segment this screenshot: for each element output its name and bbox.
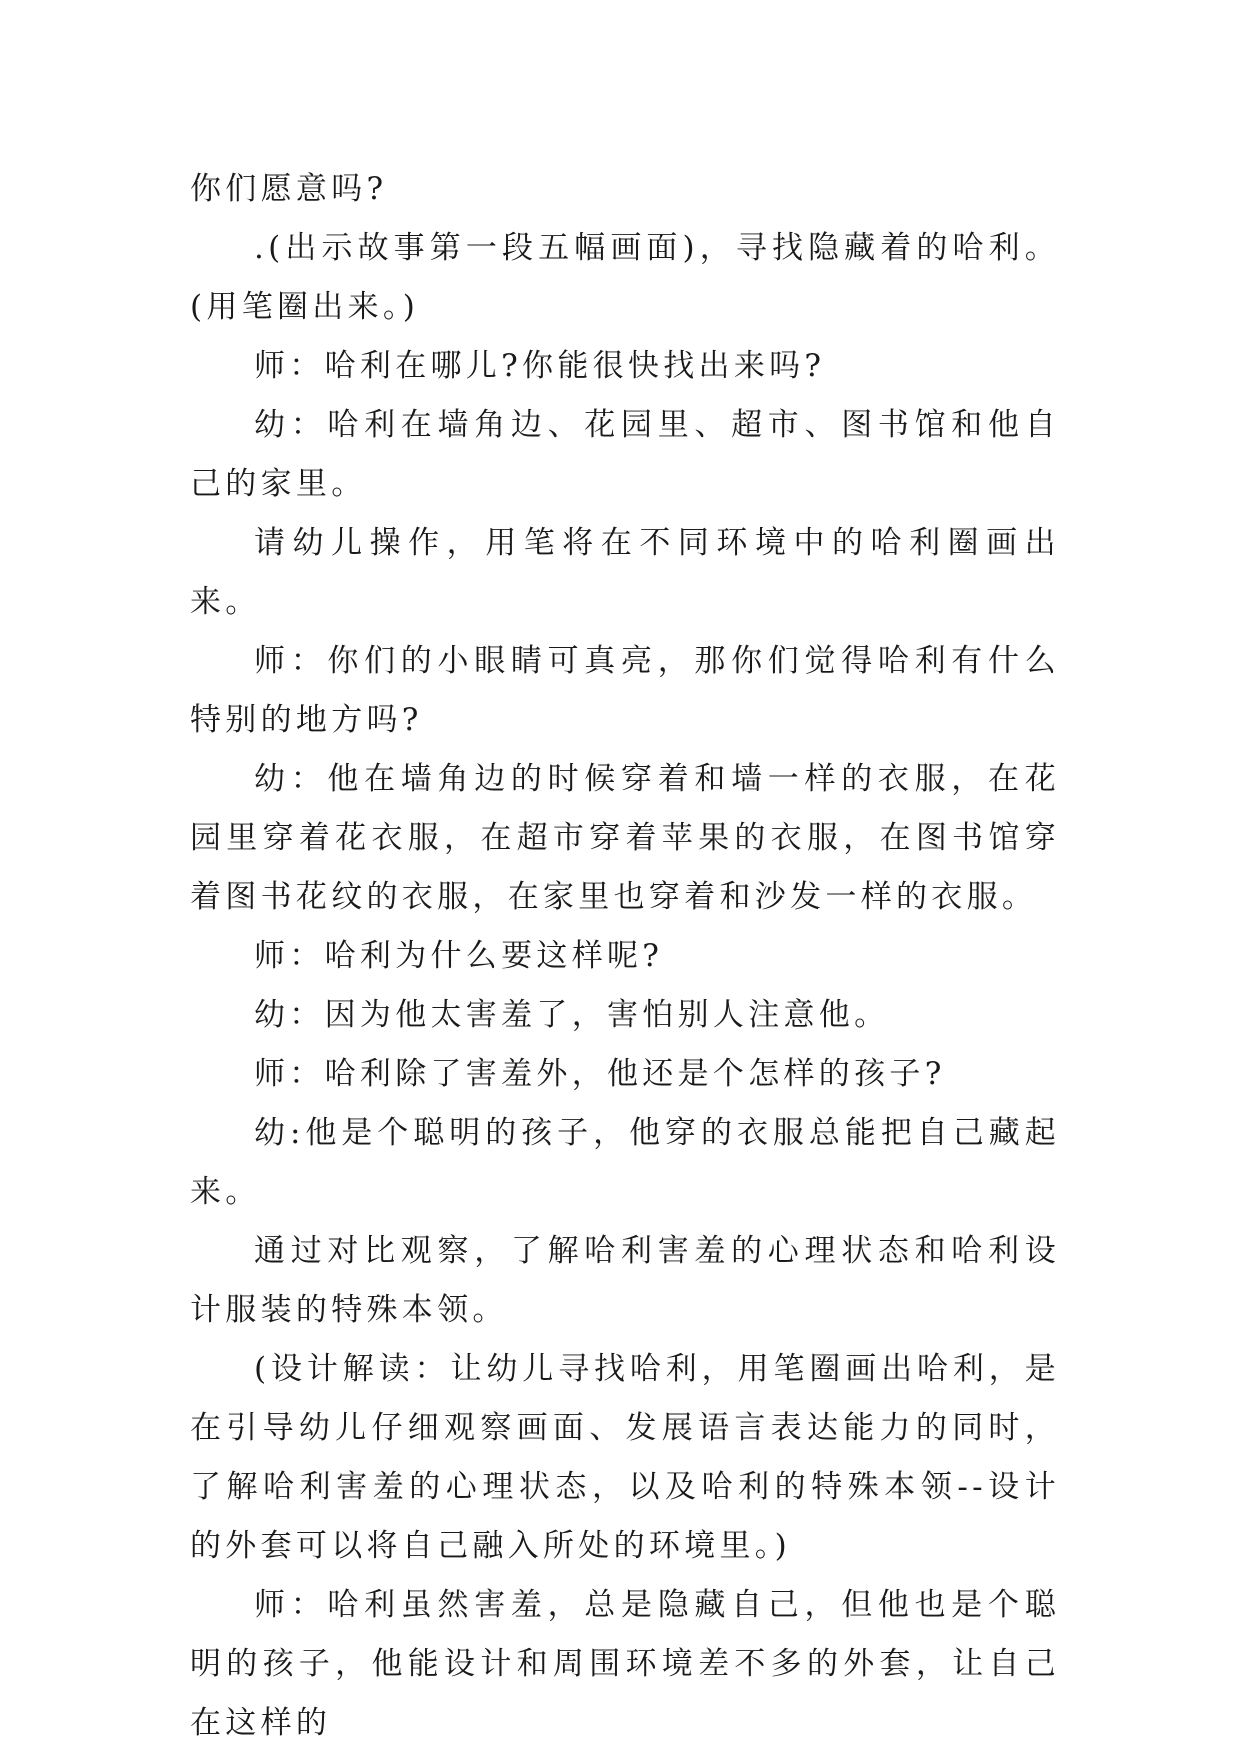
paragraph-12: 通过对比观察，了解哈利害羞的心理状态和哈利设计服装的特殊本领。 [190,1233,1060,1328]
paragraph-7: 幼：他在墙角边的时候穿着和墙一样的衣服，在花园里穿着花衣服，在超市穿着苹果的衣服，在图书馆穿着图书花纹的衣服，在家里也穿着和沙发一样的衣服。 [190,761,1060,915]
paragraph-2: .(出示故事第一段五幅画面)，寻找隐藏着的哈利。(用笔圈出来。) [190,230,1060,325]
paragraph-13: (设计解读：让幼儿寻找哈利，用笔圈画出哈利，是在引导幼儿仔细观察画面、发展语言表达能力的同时，了解哈利害羞的心理状态，以及哈利的特殊本领--设计的外套可以将自己融入所处的环境里。) [190,1351,1060,1564]
paragraph-4: 幼：哈利在墙角边、花园里、超市、图书馆和他自己的家里。 [190,407,1060,502]
paragraph-5: 请幼儿操作，用笔将在不同环境中的哈利圈画出来。 [190,525,1060,620]
paragraph-1: 你们愿意吗? [190,171,388,207]
paragraph-3: 师：哈利在哪儿?你能很快找出来吗? [254,348,826,384]
paragraph-9: 幼：因为他太害羞了，害怕别人注意他。 [254,997,890,1033]
paragraph-14: 师：哈利虽然害羞，总是隐藏自己，但他也是个聪明的孩子，他能设计和周围环境差不多的外套，让自己在这样的 [190,1587,1060,1741]
paragraph-6: 师：你们的小眼睛可真亮，那你们觉得哈利有什么特别的地方吗? [190,643,1060,738]
document-body [190,160,1060,1753]
paragraph-8: 师：哈利为什么要这样呢? [254,938,664,974]
paragraph-10: 师：哈利除了害羞外，他还是个怎样的孩子? [254,1056,946,1092]
paragraph-11: 幼:他是个聪明的孩子，他穿的衣服总能把自己藏起来。 [190,1115,1060,1210]
